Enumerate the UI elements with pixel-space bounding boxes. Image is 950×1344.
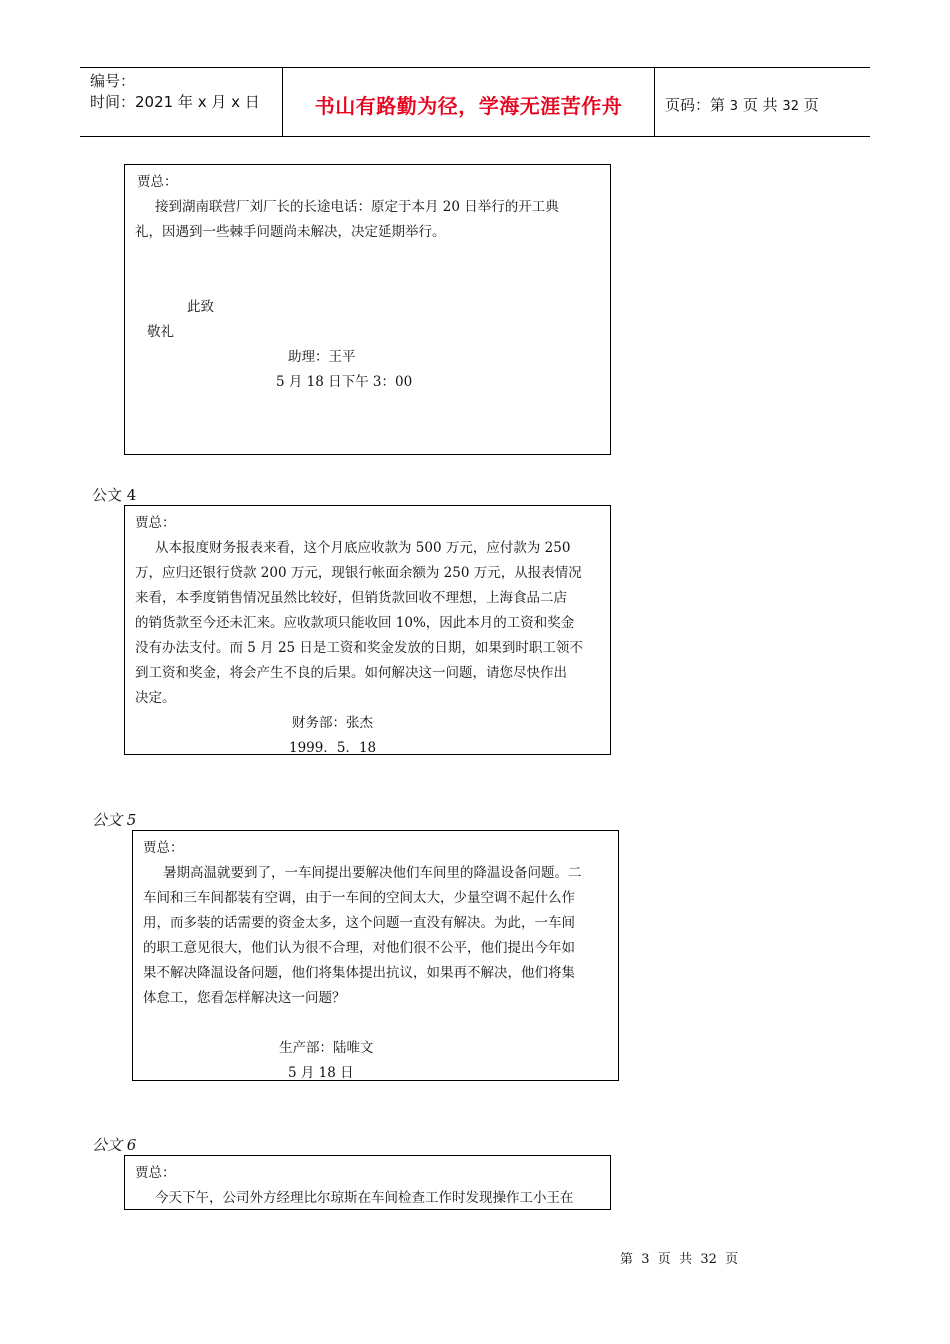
memo-signer: 生产部：陆唯文 (279, 1040, 374, 1056)
memo-closing: 敬礼 (147, 324, 174, 340)
header-info (90, 71, 260, 113)
memo-line: 没有办法支付。而 5 月 25 日是工资和奖金发放的日期，如果到时职工领不 (135, 640, 583, 656)
memo-greeting: 贾总： (137, 174, 178, 190)
memo-line: 果不解决降温设备问题，他们将集体提出抗议，如果再不解决，他们将集 (143, 965, 575, 981)
memo-date: 5 月 18 日下午 3：00 (276, 374, 413, 390)
memo-signer: 财务部：张杰 (292, 715, 373, 731)
page-suffix: 页 (803, 96, 819, 114)
memo-date: 1999．5．18 (289, 740, 377, 756)
footer-page-number: 第 3 页 共 32 页 (620, 1252, 739, 1267)
page-header (80, 67, 870, 137)
memo-greeting: 贾总： (135, 515, 176, 531)
memo-line: 决定。 (135, 690, 176, 706)
memo-6 (124, 1155, 611, 1210)
memo-3 (124, 164, 611, 455)
number-label: 编号： (90, 72, 136, 90)
memo-4 (124, 505, 611, 755)
header-motto: 书山有路勤为径，学海无涯苦作舟 (314, 94, 623, 118)
memo-line: 接到湖南联营厂刘厂长的长途电话：原定于本月 20 日举行的开工典 (155, 199, 559, 215)
memo-5-caption: 公文 5 (92, 811, 137, 829)
memo-line: 暑期高温就要到了，一车间提出要解决他们车间里的降温设备问题。二 (163, 865, 582, 881)
memo-date: 5 月 18 日 (288, 1065, 354, 1081)
memo-closing: 此致 (187, 299, 214, 315)
page-mid: 页 共 (742, 96, 778, 114)
memo-line: 从本报度财务报表来看，这个月底应收款为 500 万元，应付款为 250 (155, 540, 571, 556)
header-page-number (665, 94, 819, 115)
memo-line: 来看，本季度销售情况虽然比较好，但销货款回收不理想，上海食品二店 (135, 590, 567, 606)
memo-line: 的销货款至今还未汇来。应收款项只能收回 10%，因此本月的工资和奖金 (135, 615, 575, 631)
memo-line: 到工资和奖金，将会产生不良的后果。如何解决这一问题，请您尽快作出 (135, 665, 567, 681)
memo-line: 体怠工，您看怎样解决这一问题？ (143, 990, 346, 1006)
memo-greeting: 贾总： (135, 1165, 176, 1181)
memo-greeting: 贾总： (143, 840, 184, 856)
header-divider (654, 68, 655, 136)
memo-4-caption: 公文 4 (92, 486, 137, 504)
memo-signer: 助理：王平 (288, 349, 356, 365)
time-label: 时间：2021 年 x 月 x 日 (90, 93, 260, 111)
memo-line: 用，而多装的话需要的资金太多，这个问题一直没有解决。为此，一车间 (143, 915, 575, 931)
page-prefix: 页码：第 (665, 96, 726, 114)
page-current: 3 (729, 99, 739, 114)
memo-line: 车间和三车间都装有空调，由于一车间的空间太大，少量空调不起什么作 (143, 890, 575, 906)
memo-line: 万，应归还银行贷款 200 万元，现银行帐面余额为 250 万元，从报表情况 (135, 565, 582, 581)
memo-line: 礼，因遇到一些棘手问题尚未解决，决定延期举行。 (135, 224, 446, 240)
page-total: 32 (782, 99, 799, 114)
memo-line: 的职工意见很大，他们认为很不合理，对他们很不公平，他们提出今年如 (143, 940, 575, 956)
memo-5 (132, 830, 619, 1081)
memo-line: 今天下午，公司外方经理比尔琼斯在车间检查工作时发现操作工小王在 (155, 1190, 574, 1206)
memo-6-caption: 公文 6 (92, 1136, 137, 1154)
